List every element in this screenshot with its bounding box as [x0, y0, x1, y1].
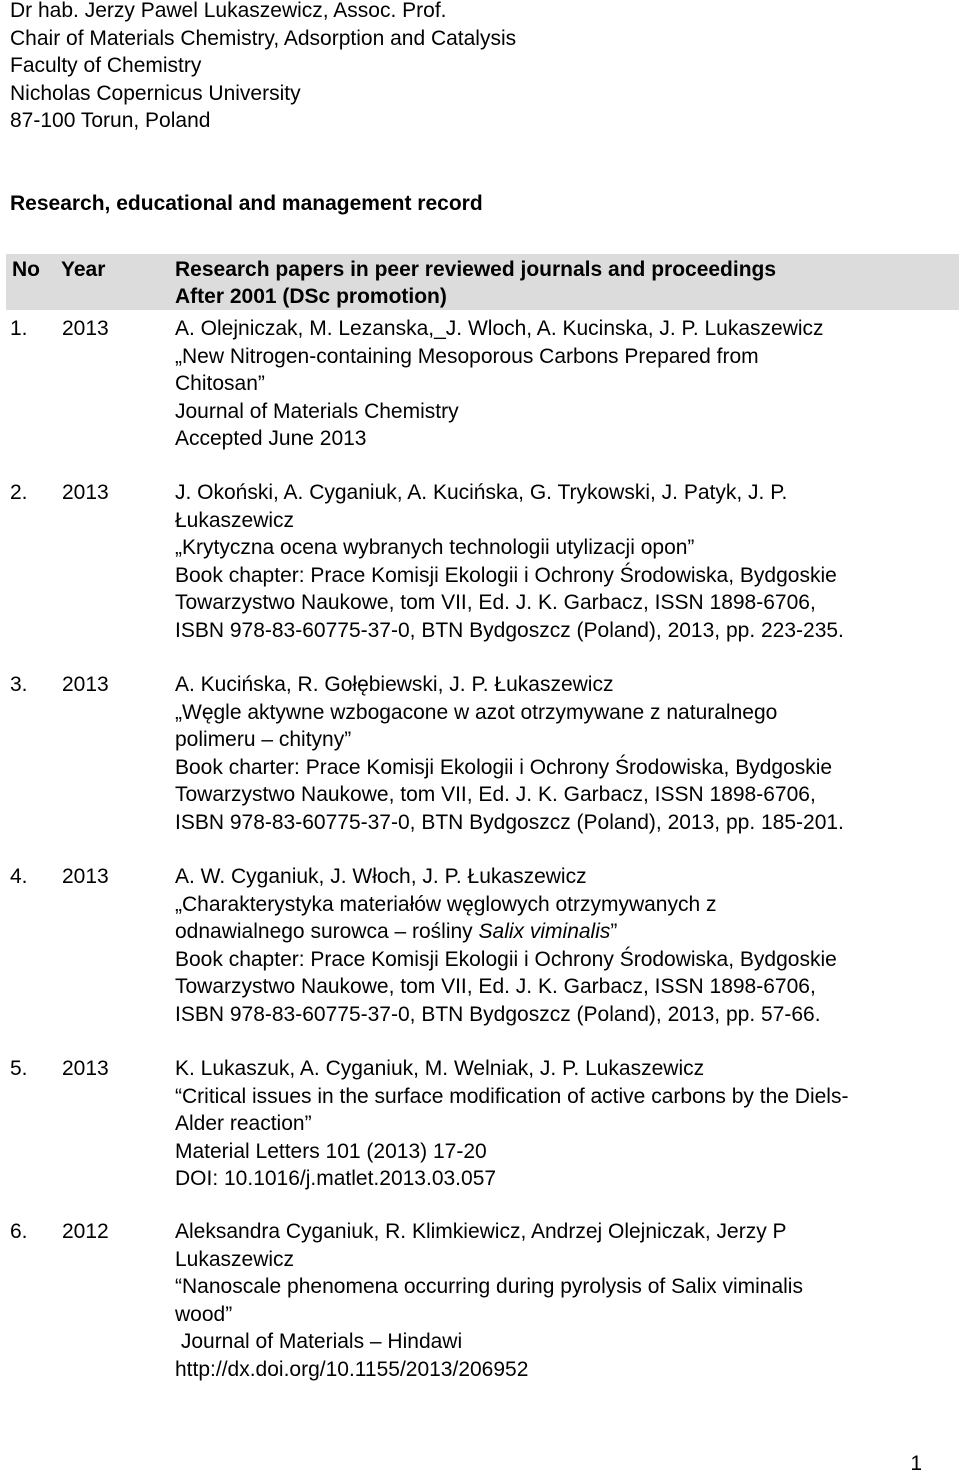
entry-title-quote: ”: [610, 920, 618, 943]
entry-title: “Nanoscale phenomena occurring during pyrolysis of Salix viminalis: [175, 1275, 803, 1298]
entry-title: „Charakterystyka materiałów węglowych otrzymywanych z: [175, 892, 717, 916]
entry-number: 6.: [10, 1220, 28, 1243]
entry-authors-cont: Łukaszewicz: [175, 508, 295, 532]
entry-source: ISBN 978-83-60775-37-0, BTN Bydgoszcz (Poland), 2013, pp. 223-235.: [175, 618, 844, 642]
entry-body: [175, 315, 955, 453]
entry-source: Towarzystwo Naukowe, tom VII, Ed. J. K. Garbacz, ISSN 1898-6706,: [175, 975, 816, 998]
entry-source: Journal of Materials Chemistry: [175, 399, 459, 423]
entry-number: 4.: [10, 865, 28, 888]
entry-title-cont: polimeru – chityny”: [175, 728, 352, 751]
entry-title-text: odnawialnego surowca – rośliny: [175, 920, 479, 943]
entry-authors: J. Okoński, A. Cyganiuk, A. Kucińska, G. Trykowski, J. Patyk, J. P.: [175, 481, 788, 504]
entry-authors: A. W. Cyganiuk, J. Włoch, J. P. Łukaszewicz: [175, 865, 587, 888]
entry-body: [175, 1218, 955, 1383]
entry-body: [175, 1055, 955, 1193]
entry-body: [175, 671, 955, 836]
section-title: Research, educational and management record: [10, 192, 483, 215]
entry-year: 2013: [62, 673, 109, 696]
address-line-1: Chair of Materials Chemistry, Adsorption and Catalysis: [10, 26, 517, 50]
entry-authors: A. Kucińska, R. Gołębiewski, J. P. Łukaszewicz: [175, 673, 614, 696]
entry-source: Towarzystwo Naukowe, tom VII, Ed. J. K. Garbacz, ISSN 1898-6706,: [175, 783, 816, 806]
entry-year: 2013: [62, 317, 109, 340]
entry-title-cont: [175, 918, 955, 946]
entry-source: Accepted June 2013: [175, 427, 367, 450]
entry-authors-cont: Lukaszewicz: [175, 1247, 295, 1271]
species-name: Salix viminalis: [478, 920, 611, 943]
entry-title-cont: Chitosan”: [175, 372, 265, 395]
entry-source: Book chapter: Prace Komisji Ekologii i Ochrony Środowiska, Bydgoskie: [175, 563, 837, 587]
entry-source: Book chapter: Prace Komisji Ekologii i Ochrony Środowiska, Bydgoskie: [175, 947, 837, 971]
entry-source: ISBN 978-83-60775-37-0, BTN Bydgoszcz (Poland), 2013, pp. 185-201.: [175, 810, 844, 834]
entry-authors: K. Lukaszuk, A. Cyganiuk, M. Welniak, J. P. Lukaszewicz: [175, 1057, 705, 1080]
entry-body: [175, 863, 955, 1028]
entry-source: Towarzystwo Naukowe, tom VII, Ed. J. K. Garbacz, ISSN 1898-6706,: [175, 591, 816, 614]
entry-authors: A. Olejniczak, M. Lezanska,_J. Wloch, A. Kucinska, J. P. Lukaszewicz: [175, 317, 824, 340]
column-header-subtitle: After 2001 (DSc promotion): [175, 285, 447, 308]
entry-number: 3.: [10, 673, 28, 696]
entry-doi[interactable]: DOI: 10.1016/j.matlet.2013.03.057: [175, 1167, 497, 1190]
entry-doi-link[interactable]: http://dx.doi.org/10.1155/2013/206952: [175, 1357, 529, 1381]
entry-body: [175, 479, 955, 644]
entry-year: 2013: [62, 865, 109, 888]
entry-source: Material Letters 101 (2013) 17-20: [175, 1139, 487, 1163]
entry-title-cont: Alder reaction”: [175, 1112, 312, 1135]
entry-number: 1.: [10, 317, 28, 340]
address-line-4: 87-100 Torun, Poland: [10, 109, 211, 132]
entry-title-cont: wood”: [175, 1302, 233, 1326]
entry-title: „Krytyczna ocena wybranych technologii utylizacji opon”: [175, 536, 695, 559]
entry-source: Journal of Materials – Hindawi: [175, 1330, 463, 1353]
letterhead: [10, 0, 516, 135]
table-header: [6, 254, 959, 310]
entry-source: Book charter: Prace Komisji Ekologii i Ochrony Środowiska, Bydgoskie: [175, 755, 833, 779]
page-number: 1: [910, 1452, 922, 1475]
author-name: Dr hab. Jerzy Pawel Lukaszewicz, Assoc. Prof.: [10, 0, 447, 22]
entry-authors: Aleksandra Cyganiuk, R. Klimkiewicz, Andrzej Olejniczak, Jerzy P: [175, 1220, 787, 1243]
entry-year: 2013: [62, 1057, 109, 1080]
address-line-2: Faculty of Chemistry: [10, 54, 202, 77]
entry-title: „New Nitrogen-containing Mesoporous Carbons Prepared from: [175, 344, 759, 368]
entry-title: “Critical issues in the surface modification of active carbons by the Diels-: [175, 1084, 849, 1108]
entry-year: 2012: [62, 1220, 109, 1243]
entry-source: ISBN 978-83-60775-37-0, BTN Bydgoszcz (Poland), 2013, pp. 57-66.: [175, 1002, 821, 1026]
entry-year: 2013: [62, 481, 109, 504]
column-header-year: Year: [61, 258, 106, 281]
entry-title: „Węgle aktywne wzbogacone w azot otrzymywane z naturalnego: [175, 700, 778, 724]
entry-number: 5.: [10, 1057, 28, 1080]
address-line-3: Nicholas Copernicus University: [10, 81, 301, 105]
column-header-title: Research papers in peer reviewed journals and proceedings: [175, 258, 777, 281]
entry-number: 2.: [10, 481, 28, 504]
column-header-no: No: [12, 258, 40, 281]
